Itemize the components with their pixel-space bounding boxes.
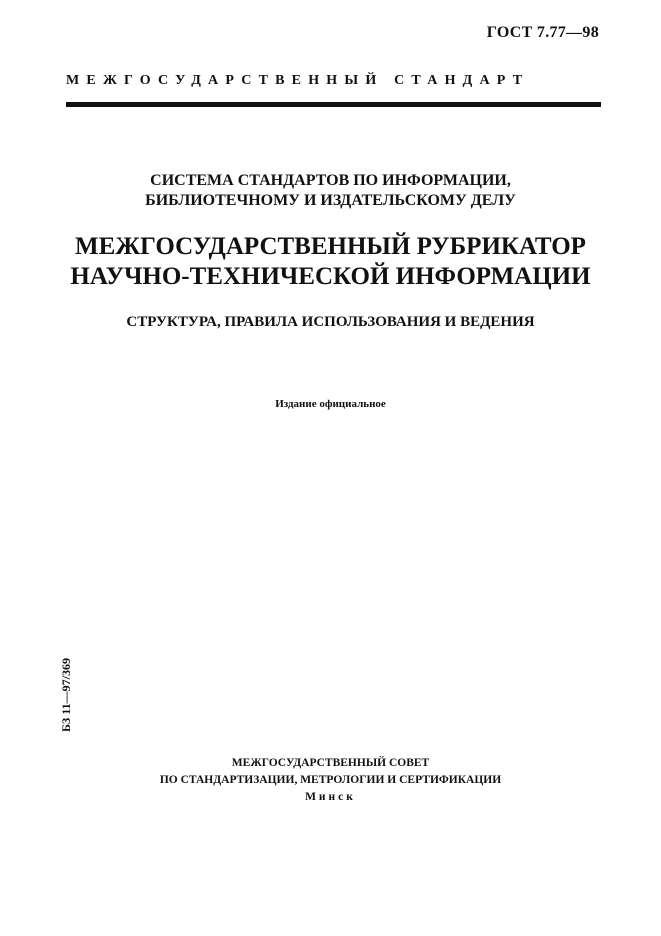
main-title-line-2: НАУЧНО-ТЕХНИЧЕСКОЙ ИНФОРМАЦИИ [70, 263, 591, 290]
side-catalog-code: БЗ 11—97/369 [59, 658, 73, 732]
main-title [0, 232, 661, 292]
publisher-block [0, 755, 661, 806]
standard-kind-heading: МЕЖГОСУДАРСТВЕННЫЙ СТАНДАРТ [66, 73, 530, 88]
edition-note: Издание официальное [275, 398, 386, 410]
publisher-line-1: МЕЖГОСУДАРСТВЕННЫЙ СОВЕТ [231, 757, 430, 769]
header-divider [66, 102, 601, 107]
main-title-line-1: МЕЖГОСУДАРСТВЕННЫЙ РУБРИКАТОР [75, 233, 586, 260]
series-title-line-1: СИСТЕМА СТАНДАРТОВ ПО ИНФОРМАЦИИ, [150, 172, 511, 189]
publisher-city: Минск [305, 791, 356, 803]
series-title-line-2: БИБЛИОТЕЧНОМУ И ИЗДАТЕЛЬСКОМУ ДЕЛУ [145, 192, 516, 209]
publisher-line-2: ПО СТАНДАРТИЗАЦИИ, МЕТРОЛОГИИ И СЕРТИФИКАЦИИ [159, 774, 502, 786]
series-title [0, 171, 661, 211]
document-number: ГОСТ 7.77—98 [486, 24, 599, 41]
subtitle: СТРУКТУРА, ПРАВИЛА ИСПОЛЬЗОВАНИЯ И ВЕДЕНИЯ [126, 314, 535, 330]
